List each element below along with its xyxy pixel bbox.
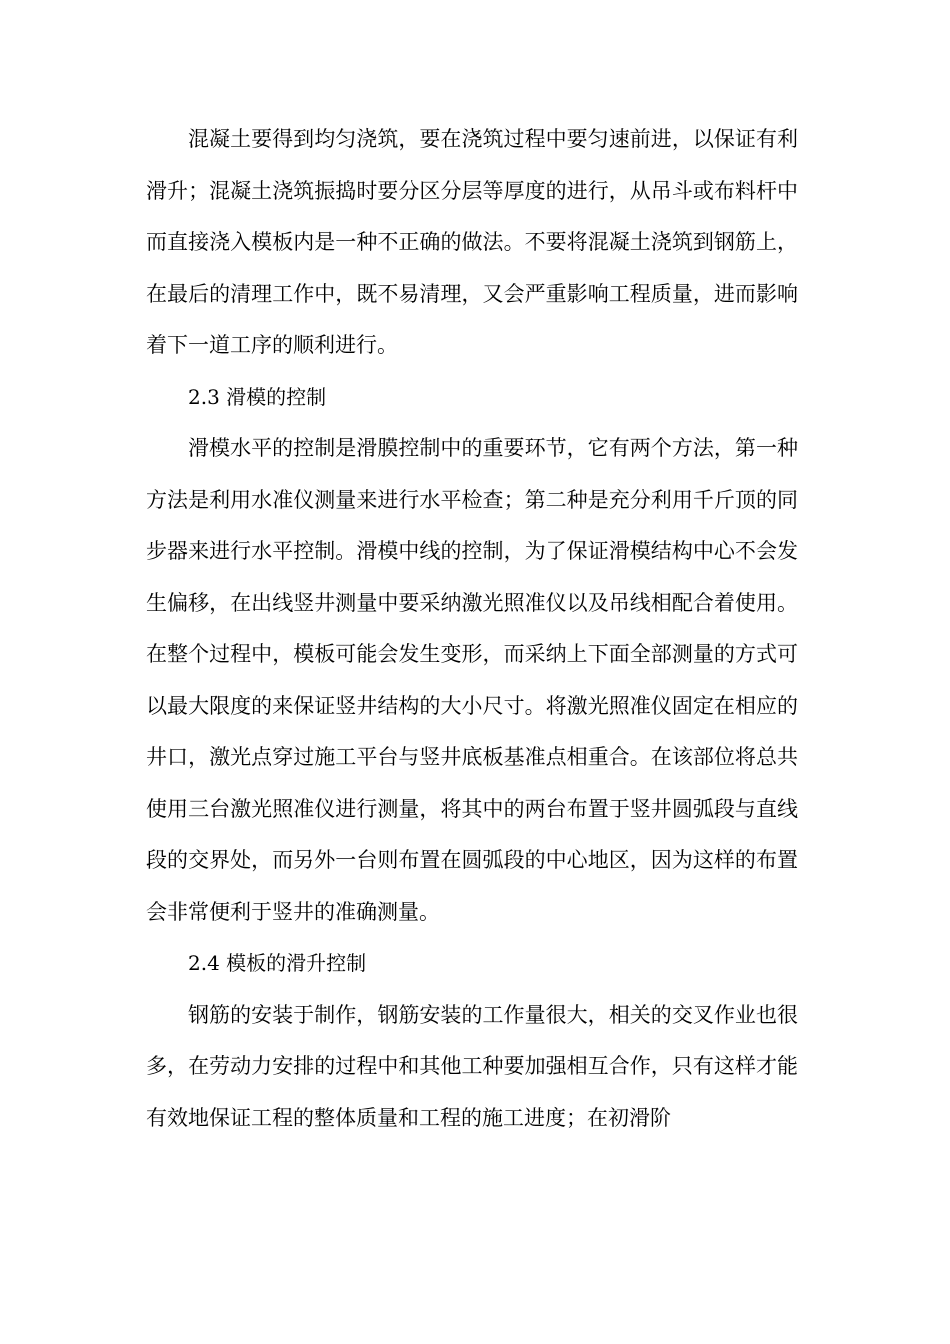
section-heading-2-3: 2.3 滑模的控制: [188, 384, 327, 409]
paragraph-slipform-control: 滑模水平的控制是滑膜控制中的重要环节，它有两个方法，第一种方法是利用水准仪测量来进行水平检查；第二种是充分利用千斤顶的同步器来进行水平控制。滑模中线的控制，为了保证滑模结构中心不会发生偏移，在出线竖井测量中要采纳激光照准仪以及吊线相配合着使用。在整个过程中，模板可能会发生变形，而采纳上下面全部测量的方式可以最大限度的来保证竖井结构的大小尺寸。将激光照准仪固定在相应的井口，激光点穿过施工平台与竖井底板基准点相重合。在该部位将总共使用三台激光照准仪进行测量，将其中的两台布置于竖井圆弧段与直线段的交界处，而另外一台则布置在圆弧段的中心地区，因为这样的布置会非常便利于竖井的准确测量。: [146, 436, 798, 924]
paragraph-formwork-sliding: 钢筋的安装于制作，钢筋安装的工作量很大，相关的交叉作业也很多，在劳动力安排的过程中和其他工种要加强相互合作，只有这样才能有效地保证工程的整体质量和工程的施工进度；在初滑阶: [146, 1002, 798, 1130]
section-heading-2-4: 2.4 模板的滑升控制: [188, 951, 367, 975]
document-body: [146, 114, 798, 1144]
paragraph-concrete-pouring: 混凝土要得到均匀浇筑，要在浇筑过程中要匀速前进，以保证有利滑升；混凝土浇筑振捣时要分区分层等厚度的进行，从吊斗或布料杆中而直接浇入模板内是一种不正确的做法。不要将混凝土浇筑到钢筋上，在最后的清理工作中，既不易清理，又会严重影响工程质量，进而影响着下一道工序的顺利进行。: [146, 127, 798, 357]
